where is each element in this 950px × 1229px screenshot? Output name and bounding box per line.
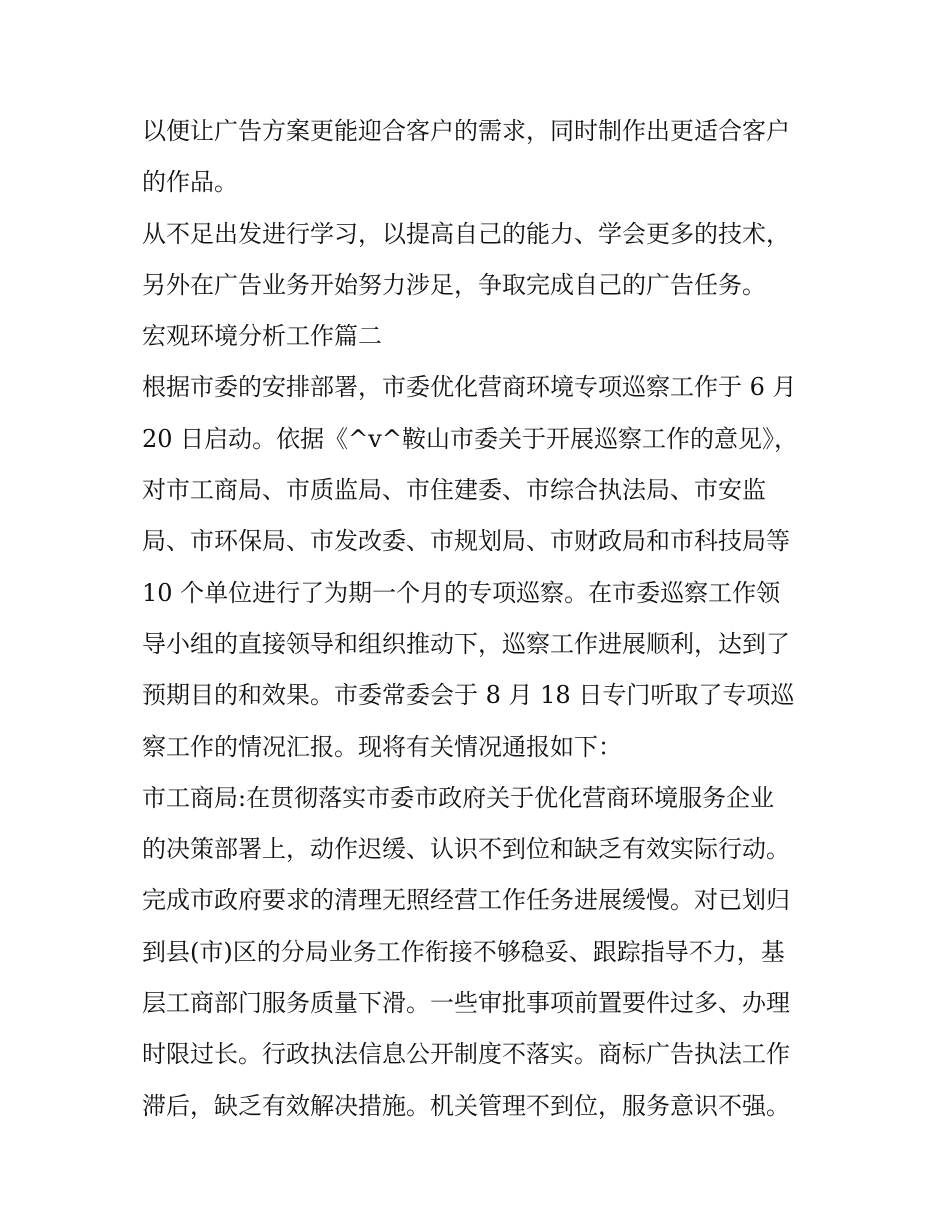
text-line: 时限过长。行政执法信息公开制度不落实。商标广告执法工作 — [142, 1040, 790, 1069]
text-line: 察工作的情况汇报。现将有关情况通报如下： — [142, 732, 622, 761]
text-line: 完成市政府要求的清理无照经营工作任务进展缓慢。对已划归 — [142, 886, 790, 915]
text-line: 的决策部署上，动作迟缓、认识不到位和缺乏有效实际行动。 — [142, 835, 790, 864]
text-line: 以便让广告方案更能迎合客户的需求，同时制作出更适合客户 — [142, 117, 790, 145]
text-line: 局、市环保局、市发改委、市规划局、市财政局和市科技局等 — [142, 527, 790, 556]
text-line: 20 日启动。依据《^v^鞍山市委关于开展巡察工作的意见》， — [142, 424, 798, 453]
text-line: 预期目的和效果。市委常委会于 8 月 18 日专门听取了专项巡 — [142, 681, 795, 710]
text-line: 根据市委的安排部署，市委优化营商环境专项巡察工作于 6 月 — [142, 373, 797, 402]
text-line: 到县(市)区的分局业务工作衔接不够稳妥、跟踪指导不力，基 — [142, 937, 785, 966]
text-line: 10 个单位进行了为期一个月的专项巡察。在市委巡察工作领 — [142, 578, 781, 607]
body-text — [142, 106, 822, 1132]
text-line: 导小组的直接领导和组织推动下，巡察工作进展顺利，达到了 — [142, 629, 790, 658]
text-line: 的作品。 — [142, 168, 238, 197]
text-line: 对市工商局、市质监局、市住建委、市综合执法局、市安监 — [142, 476, 766, 505]
text-line: 从不足出发进行学习，以提高自己的能力、学会更多的技术， — [142, 219, 790, 248]
section-heading: 宏观环境分析工作篇二 — [142, 322, 382, 351]
text-line: 层工商部门服务质量下滑。一些审批事项前置要件过多、办理 — [142, 989, 790, 1018]
text-line: 另外在广告业务开始努力涉足，争取完成自己的广告任务。 — [142, 270, 766, 299]
text-line: 滞后，缺乏有效解决措施。机关管理不到位，服务意识不强。 — [142, 1091, 790, 1120]
text-line: 市工商局:在贯彻落实市委市政府关于优化营商环境服务企业 — [142, 783, 775, 812]
